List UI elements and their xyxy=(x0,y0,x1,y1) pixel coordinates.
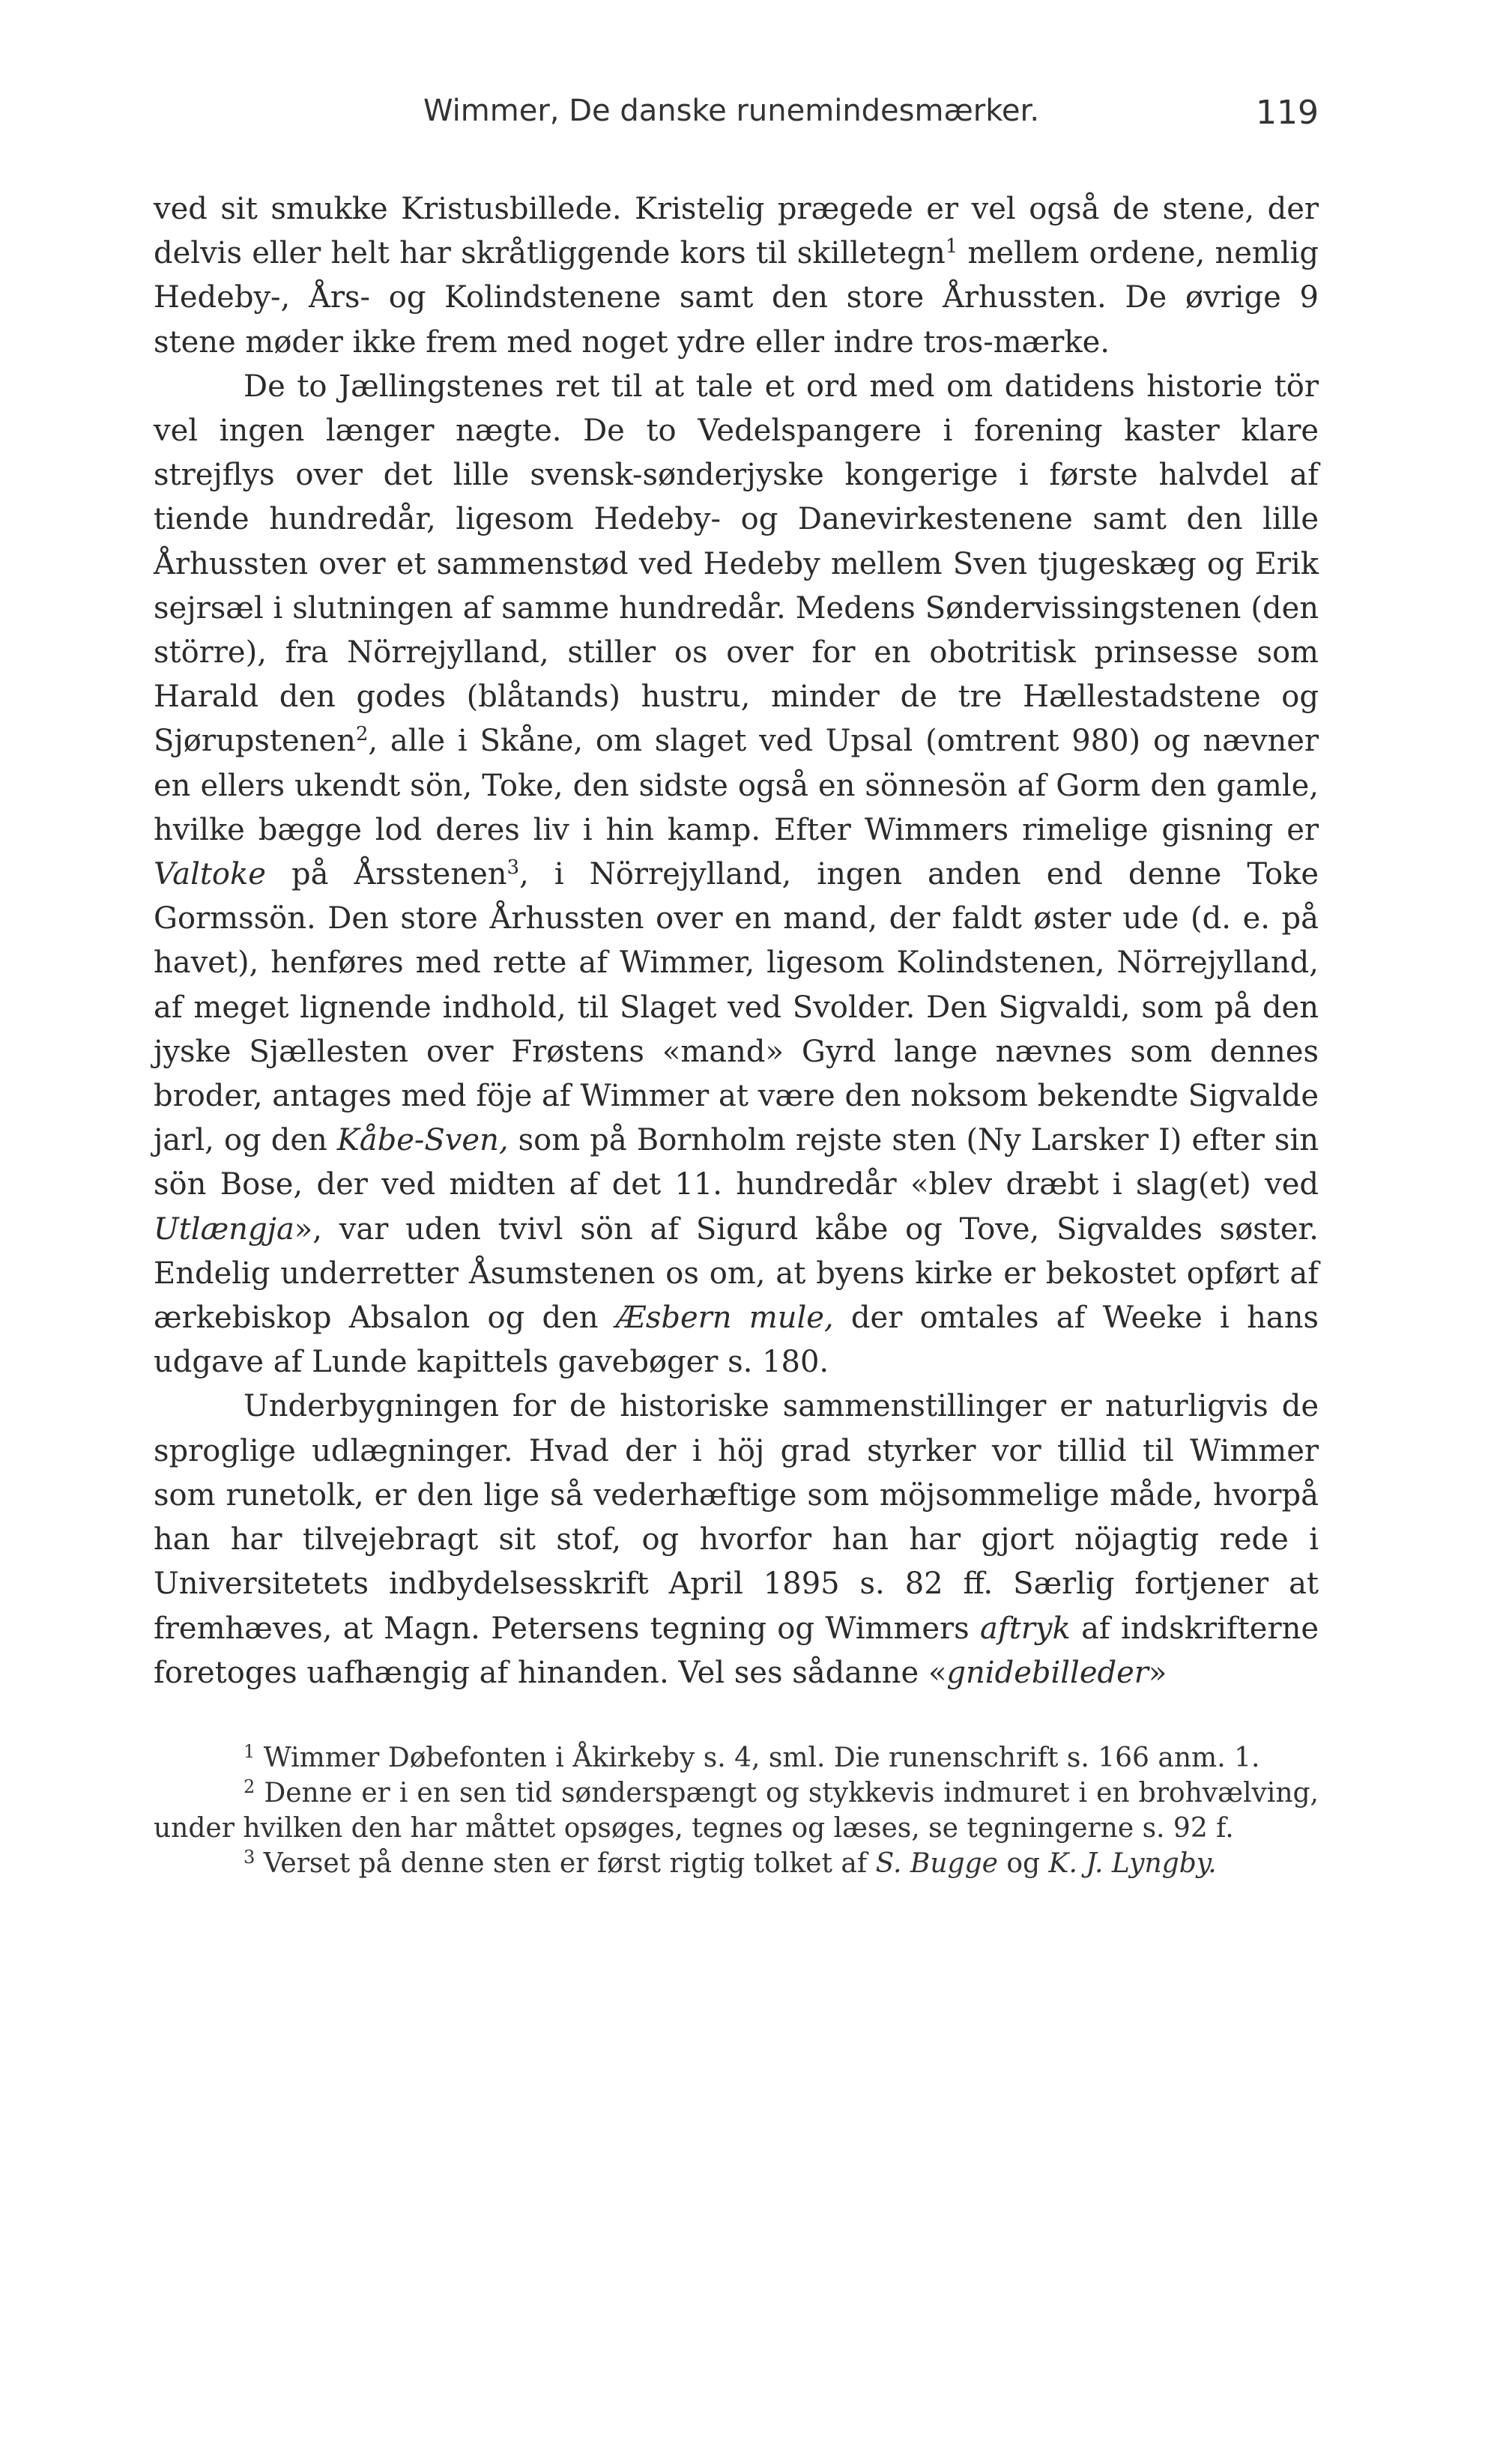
italic-name: S. Bugge xyxy=(875,1847,998,1879)
italic-name: K. J. Lyngby. xyxy=(1048,1847,1217,1879)
paragraph xyxy=(154,365,1319,1385)
footnote xyxy=(154,1740,1319,1776)
text-run: , alle i Skåne, om slaget ved Upsal (omtrent 980) og nævner en ellers ukendt sön, Toke, den sidste også en sönnesön af Gorm den gamle, hvilke bægge lod deres liv i hin kamp. Efter Wimmers rimelige gisning er xyxy=(154,724,1319,847)
footnote-text: Verset på denne sten er først rigtig tolket af xyxy=(255,1847,876,1879)
footnote-number: 2 xyxy=(244,1776,255,1797)
text-run: på Årsstenen xyxy=(265,857,507,892)
footnote-number: 1 xyxy=(244,1740,255,1762)
italic-term: Utlængja xyxy=(154,1211,294,1247)
text-run: af indskrifterne foretoges uafhængig af hinanden. Vel ses sådanne « xyxy=(154,1611,1319,1690)
footnote-text: Denne er i en sen tid sønderspængt og stykkevis indmuret i en brohvælving, under hvilken den har måttet opsøges, tegnes og læses, se tegningerne s. 92 f. xyxy=(154,1777,1319,1844)
footnotes xyxy=(154,1740,1319,1881)
footnote-number: 3 xyxy=(244,1846,255,1868)
text-run: », var uden tvivl sön af Sigurd kåbe og Tove, Sigvaldes søster. Endelig underretter Åsumstenen os om, at byens kirke er bekostet opført af ærkebiskop Absalon og den xyxy=(154,1211,1319,1336)
running-head xyxy=(154,94,1319,146)
italic-term: aftryk xyxy=(980,1611,1071,1646)
italic-term: Valtoke xyxy=(154,857,266,892)
page-number: 119 xyxy=(1256,94,1319,132)
text-run: ved sit smukke Kristusbillede. Kristelig prægede er vel også de stene, der delvis eller helt har skråtliggende kors til skilletegn xyxy=(154,192,1319,271)
italic-term: gnidebilleder xyxy=(946,1655,1149,1690)
italic-term: Æsbern mule, xyxy=(615,1301,834,1336)
text-run: » xyxy=(1148,1655,1167,1690)
book-page xyxy=(154,94,1319,1881)
footnote-ref: 1 xyxy=(945,235,958,258)
footnote-ref: 3 xyxy=(506,856,520,880)
footnote-ref: 2 xyxy=(355,723,369,746)
footnote xyxy=(154,1846,1319,1881)
body-text xyxy=(154,187,1319,1695)
text-run: mellem ordene, nemlig Hedeby-, Års- og Kolindstenene samt den store Århussten. De øvrige 9 stene møder ikke frem med noget ydre eller indre tros-mærke. xyxy=(154,236,1319,360)
running-title: Wimmer, De danske runemindesmærker. xyxy=(423,94,1040,128)
text-run: Underbygningen for de historiske sammenstillinger er naturligvis de sproglige udlægninger. Hvad der i höj grad styrker vor tillid til Wimmer som runetolk, er den lige så vederhæftige som möjsommelige måde, hvorpå han har tilvejebragt sit stof, og hvorfor han har gjort nöjagtig rede i Universitetets indbydelsesskrift April 1895 s. 82 ff. Særlig fortjener at fremhæves, at Magn. Petersens tegning og Wimmers xyxy=(154,1389,1319,1646)
paragraph xyxy=(154,1384,1319,1695)
footnote xyxy=(154,1776,1319,1846)
text-run: De to Jællingstenes ret til at tale et ord med om datidens historie tör vel ingen længer nægte. De to Vedelspangere i forening kaster klare strejflys over det lille svensk-sønderjyske kongerige i første halvdel af tiende hundredår, ligesom Hedeby- og Danevirkestenene samt den lille Århussten over et sammenstød ved Hedeby mellem Sven tjugeskæg og Erik sejrsæl i slutningen af samme hundredår. Medens Søndervissingstenen (den större), fra Nörrejylland, stiller os over for en obotritisk prinsesse som Harald den godes (blåtands) hustru, minder de tre Hællestadstene og Sjørupstenen xyxy=(154,369,1319,759)
footnote-text: Wimmer Døbefonten i Åkirkeby s. 4, sml. Die runenschrift s. 166 anm. 1. xyxy=(255,1742,1260,1773)
footnote-text: og xyxy=(997,1847,1049,1879)
text-run: , i Nörrejylland, ingen anden end denne Toke Gormssön. Den store Århussten over en mand, der faldt øster ude (d. e. på havet), henføres med rette af Wimmer, ligesom Kolindstenen, Nörrejylland, af meget lignende indhold, til Slaget ved Svolder. Den Sigvaldi, som på den jyske Sjællesten over Frøstens «mand» Gyrd lange nævnes som dennes broder, antages med föje af Wimmer at være den noksom bekendte Sigvalde jarl, og den xyxy=(154,857,1319,1158)
paragraph xyxy=(154,187,1319,365)
text-run: som på Bornholm rejste sten (Ny Larsker I) efter sin sön Bose, der ved midten af det 11. hundredår «blev dræbt i slag(et) ved xyxy=(154,1123,1319,1202)
text-run: der omtales af Weeke i hans udgave af Lunde kapittels gavebøger s. 180. xyxy=(154,1301,1319,1380)
italic-term: Kåbe-Sven, xyxy=(336,1123,509,1158)
